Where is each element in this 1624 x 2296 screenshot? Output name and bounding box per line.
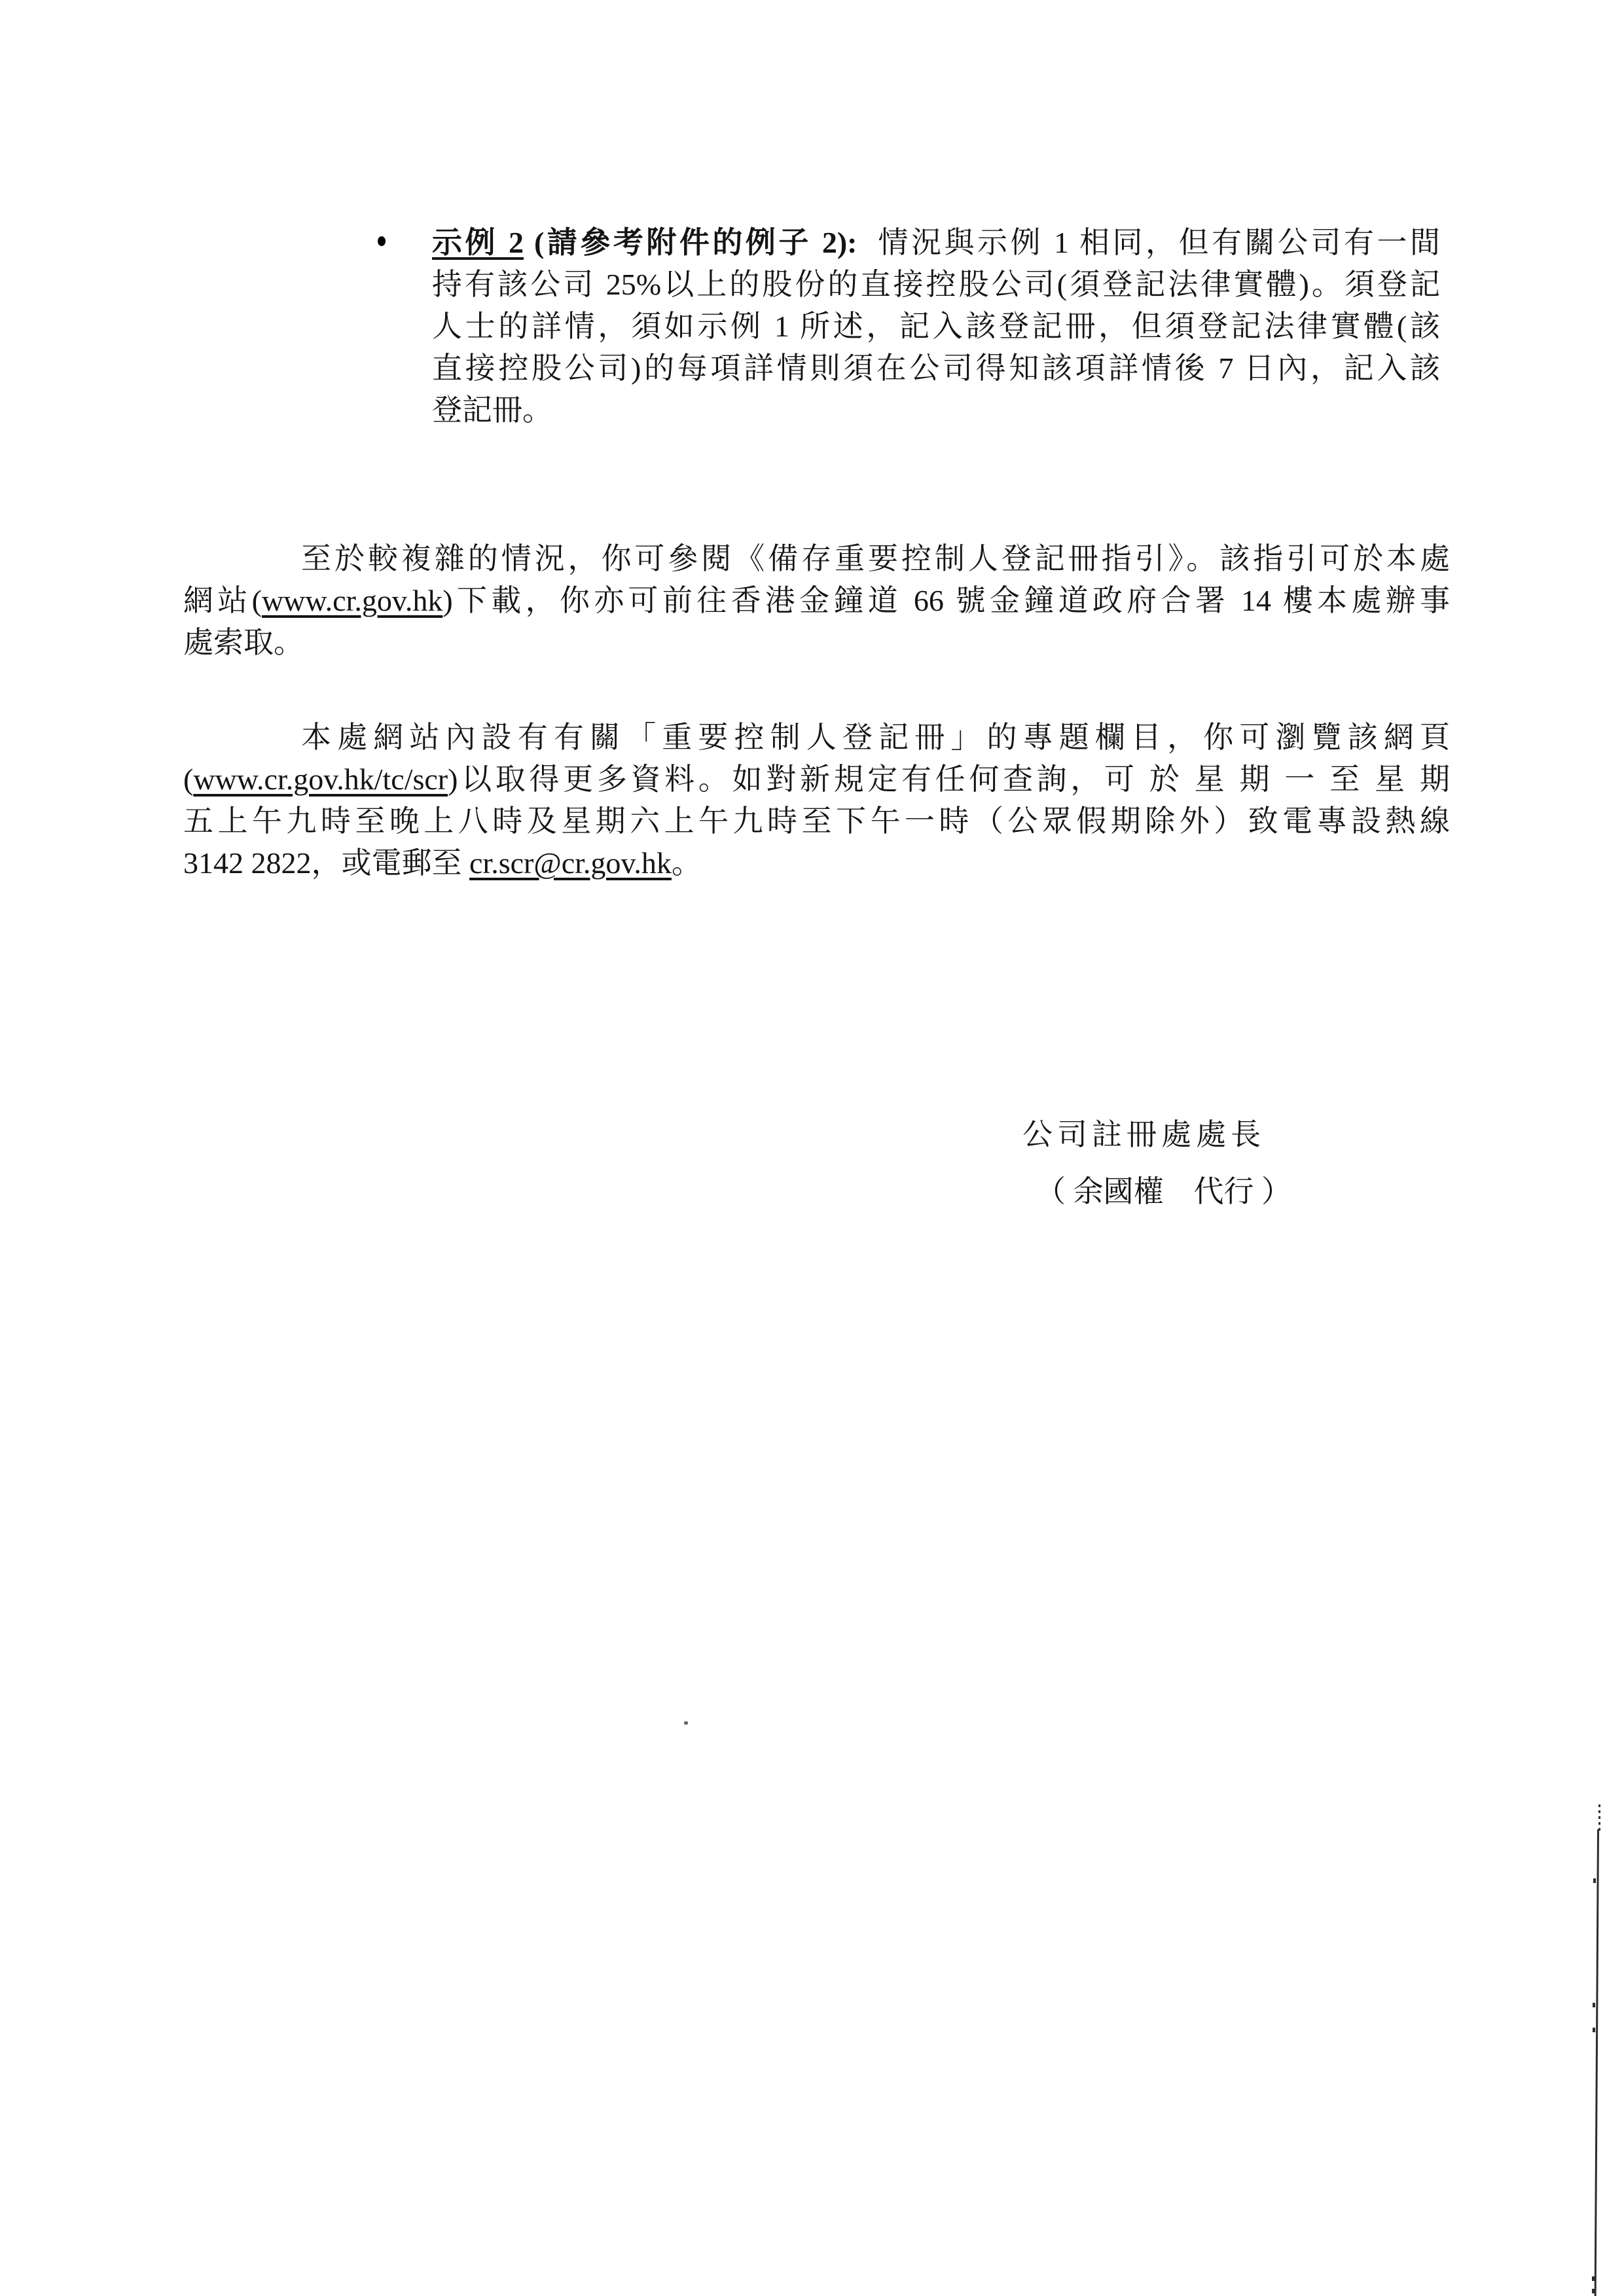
example-2-line-4: 直接控股公司)的每項詳情則須在公司得知該項詳情後 7 日內，記入該 xyxy=(432,351,1440,385)
guideline-line-1: 至於較複雜的情況，你可參閱《備存重要控制人登記冊指引》。該指引可於本處 xyxy=(301,542,1450,575)
scan-artifact-dash xyxy=(1593,1878,1596,1883)
dust-speck-artifact xyxy=(684,1721,688,1725)
paragraph-guideline xyxy=(183,538,1450,664)
scan-artifact-dotted-line xyxy=(1598,1804,1600,1831)
guideline-line-2-prefix: 網站( xyxy=(183,584,262,617)
example-2-bullet-item xyxy=(432,222,1440,431)
guideline-line-2 xyxy=(183,580,1450,622)
guideline-line-3: 處索取。 xyxy=(183,626,304,659)
webpage-line-2-suffix: )以取得更多資料。如對新規定有任何查詢，可 於 星 期 一 至 星 期 xyxy=(448,762,1450,796)
scan-artifact-dash xyxy=(1593,2003,1595,2007)
example-2-line-1 xyxy=(432,222,1440,264)
webpage-line-4 xyxy=(183,842,1450,884)
example-2-line-2: 持有該公司 25%以上的股份的直接控股公司(須登記法律實體)。須登記 xyxy=(432,268,1440,301)
webpage-line-1: 本處網站內設有有關「重要控制人登記冊」的專題欄目，你可瀏覽該網頁 xyxy=(301,721,1450,754)
hotline-text: 3142 2822，或電郵至 xyxy=(183,846,469,880)
paragraph-scr-webpage xyxy=(183,717,1450,884)
example-2-reference: (請參考附件的例子 2): xyxy=(524,226,857,259)
scan-artifact-dash xyxy=(1592,2276,1595,2281)
example-2-text: 情況與示例 1 相同，但有關公司有一間 xyxy=(857,226,1441,259)
webpage-line-4-suffix: 。 xyxy=(671,846,702,880)
webpage-line-2 xyxy=(183,759,1450,800)
signature-title: 公司註冊處處長 xyxy=(1022,1118,1265,1151)
scr-webpage-link: www.cr.gov.hk/tc/scr xyxy=(193,762,448,796)
webpage-line-2-prefix: ( xyxy=(183,762,194,796)
scan-artifact-dash xyxy=(1593,2028,1595,2032)
scr-email-link: cr.scr@cr.gov.hk xyxy=(469,846,672,880)
guideline-line-2-suffix: )下載，你亦可前往香港金鐘道 66 號金鐘道政府合署 14 樓本處辦事 xyxy=(442,584,1450,617)
scan-artifact-dash xyxy=(1592,2289,1595,2293)
example-2-line-5: 登記冊。 xyxy=(432,393,552,427)
cr-website-link: www.cr.gov.hk xyxy=(261,584,443,617)
example-2-line-3: 人士的詳情，須如示例 1 所述，記入該登記冊，但須登記法律實體(該 xyxy=(432,310,1440,343)
bullet-dot-icon xyxy=(378,236,386,246)
example-2-label: 示例 2 xyxy=(432,226,524,259)
webpage-line-3: 五上午九時至晚上八時及星期六上午九時至下午一時（公眾假期除外）致電專設熱線 xyxy=(183,804,1450,838)
signature-signer: （ 余國權 代行 ） xyxy=(1036,1175,1291,1208)
scan-artifact-vertical-line xyxy=(1595,1829,1599,2296)
